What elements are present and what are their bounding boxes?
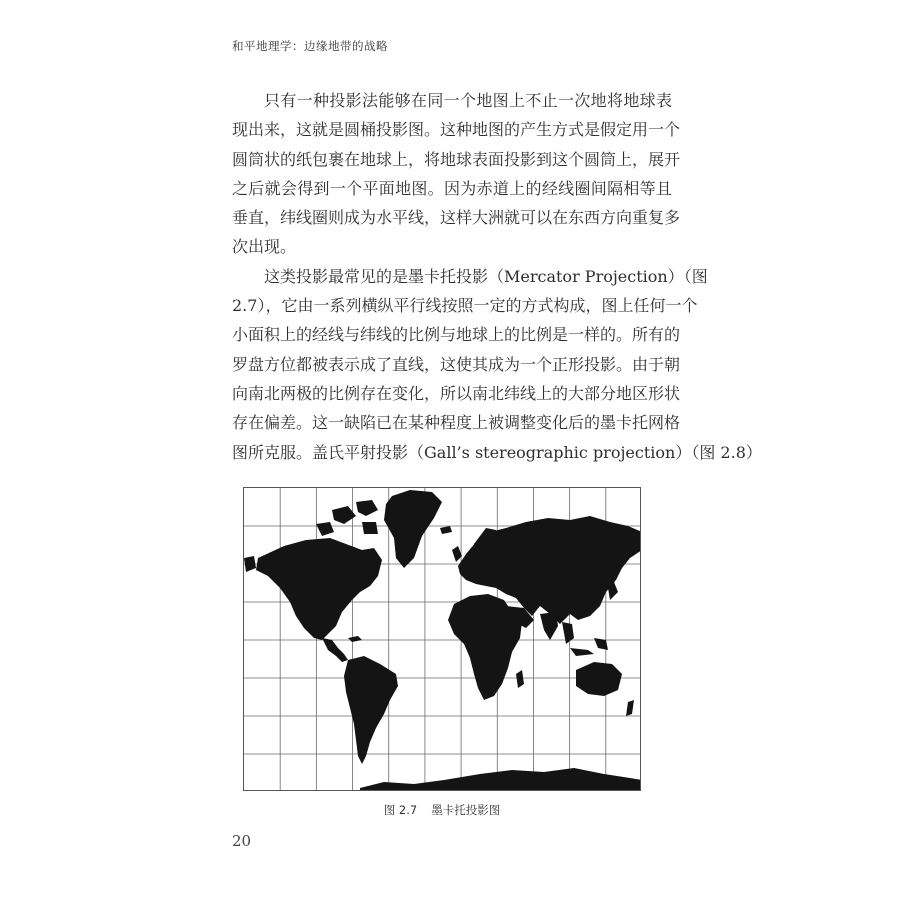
text-line: 存在偏差。这一缺陷已在某种程度上被调整变化后的墨卡托网格	[232, 413, 681, 433]
text-line: 2.7），它由一系列横纵平行线按照一定的方式构成，图上任何一个	[232, 296, 698, 316]
map-landmasses	[244, 490, 641, 791]
body-text	[232, 86, 762, 467]
text-line: 现出来，这就是圆桶投影图。这种地图的产生方式是假定用一个	[232, 120, 681, 140]
page-number: 20	[232, 832, 252, 850]
text-line: 之后就会得到一个平面地图。因为赤道上的经线圈间隔相等且	[232, 178, 672, 198]
text-line: 罗盘方位都被表示成了直线，这使其成为一个正形投影。由于朝	[232, 354, 681, 374]
south-america-shape	[344, 656, 398, 764]
mercator-map-figure	[243, 487, 641, 791]
southeast-asia-shape	[562, 622, 608, 656]
new-zealand-shape	[626, 700, 634, 716]
australia-shape	[576, 662, 622, 696]
british-isles-shape	[452, 546, 462, 562]
arctic-islands-shape	[316, 500, 378, 536]
running-head: 和平地理学：边缘地带的战略	[232, 39, 388, 53]
text-line: 图所克服。盖氏平射投影（Gall’s stereographic projection）（图 2.8）	[232, 442, 762, 462]
figure-caption	[243, 802, 641, 818]
text-line: 只有一种投影法能够在同一个地图上不止一次地将地球表	[264, 91, 672, 110]
figure-title: 墨卡托投影图	[431, 803, 501, 817]
text-line: 圆筒状的纸包裹在地球上，将地球表面投影到这个圆筒上，展开	[232, 149, 681, 169]
text-line: 向南北两极的比例存在变化，所以南北纬线上的大部分地区形状	[232, 383, 681, 403]
text-line: 次出现。	[232, 237, 297, 257]
greenland-shape	[384, 490, 442, 568]
text-line: 这类投影最常见的是墨卡托投影（Mercator Projection）（图	[264, 266, 708, 286]
iceland-shape	[440, 526, 452, 534]
world-map	[244, 488, 641, 791]
central-america-shape	[322, 638, 348, 662]
caribbean-shape	[348, 636, 362, 642]
alaska-west-shape	[244, 556, 256, 572]
north-america-shape	[256, 538, 382, 640]
figure-number: 图 2.7	[383, 803, 418, 817]
madagascar-shape	[516, 670, 524, 688]
antarctica-shape	[360, 768, 641, 791]
text-line: 小面积上的经线与纬线的比例与地球上的比例是一样的。所有的	[232, 325, 681, 345]
text-line: 垂直，纬线圈则成为水平线，这样大洲就可以在东西方向重复多	[232, 208, 681, 228]
india-shape	[540, 612, 558, 640]
